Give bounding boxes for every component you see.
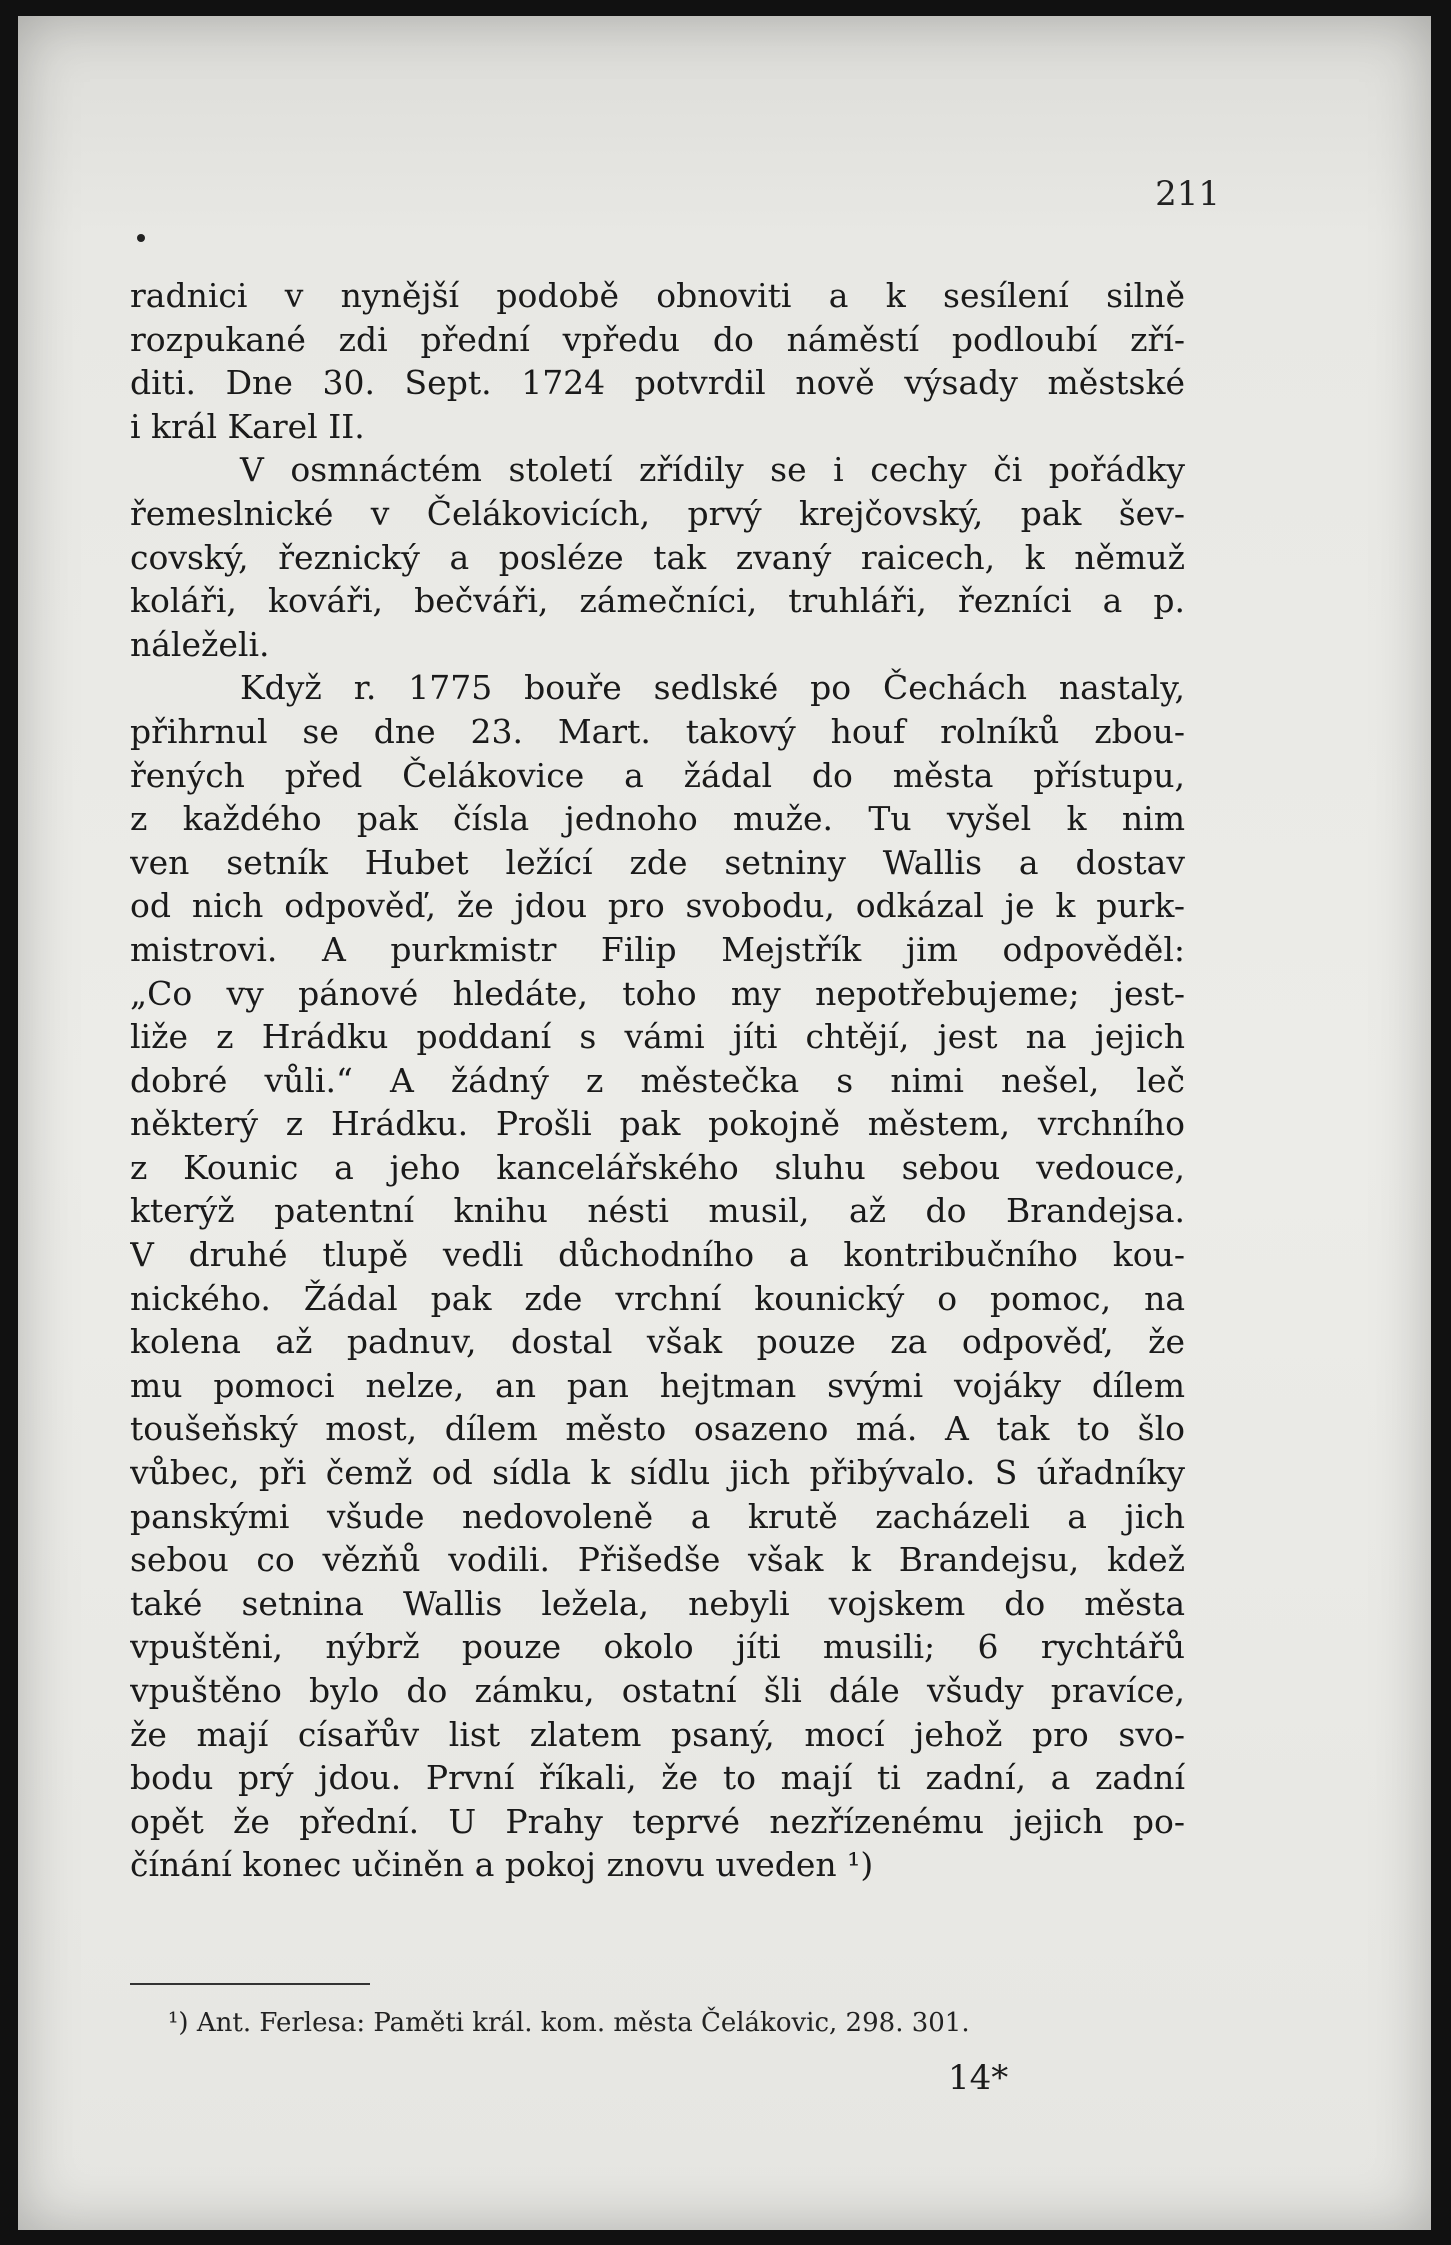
- body-text: [130, 274, 1185, 1887]
- footnote-text: Ant. Ferlesa: Paměti král. kom. města Čelákovic, 298. 301.: [196, 2008, 970, 2038]
- text-line: čínání konec učiněn a pokoj znovu uveden ¹): [130, 1845, 874, 1885]
- text-line: že mají císařův list zlatem psaný, mocí jehož pro svo-: [130, 1714, 1185, 1754]
- footnote-rule: [130, 1983, 370, 1985]
- text-line: toušeňský most, dílem město osazeno má. A tak to šlo: [130, 1409, 1185, 1449]
- footnote-marker: ¹): [168, 2008, 189, 2038]
- text-line: kterýž patentní knihu nésti musil, až do Brandejsa.: [130, 1191, 1185, 1231]
- text-line: vůbec, při čemž od sídla k sídlu jich přibývalo. S úřadníky: [130, 1453, 1185, 1493]
- text-line: nického. Žádal pak zde vrchní kounický o pomoc, na: [130, 1278, 1185, 1318]
- ink-dot: [137, 234, 145, 242]
- text-line: mu pomoci nelze, an pan hejtman svými vojáky dílem: [130, 1365, 1185, 1405]
- text-line: „Co vy pánové hledáte, toho my nepotřebujeme; jest-: [130, 973, 1185, 1013]
- text-line: z každého pak čísla jednoho muže. Tu vyšel k nim: [130, 799, 1185, 839]
- text-line: i král Karel II.: [130, 406, 365, 446]
- text-line: z Kounic a jeho kancelářského sluhu sebou vedouce,: [130, 1147, 1185, 1187]
- page-number: 211: [1155, 174, 1220, 214]
- text-line: některý z Hrádku. Prošli pak pokojně městem, vrchního: [130, 1104, 1185, 1144]
- text-line: V druhé tlupě vedli důchodního a kontribučního kou-: [130, 1235, 1185, 1275]
- text-line: diti. Dne 30. Sept. 1724 potvrdil nově výsady městské: [130, 363, 1185, 403]
- text-line: kolena až padnuv, dostal však pouze za odpověď, že: [130, 1322, 1185, 1362]
- book-page: [18, 16, 1431, 2230]
- text-line: ven setník Hubet ležící zde setniny Wallis a dostav: [130, 842, 1185, 882]
- text-line: koláři, kováři, bečváři, zámečníci, truhláři, řezníci a p.: [130, 581, 1185, 621]
- text-line: panskými všude nedovoleně a krutě zacházeli a jich: [130, 1496, 1185, 1536]
- text-line: dobré vůli.“ A žádný z městečka s nimi nešel, leč: [130, 1060, 1185, 1100]
- text-line: od nich odpověď, že jdou pro svobodu, odkázal je k purk-: [130, 886, 1185, 926]
- text-line: bodu prý jdou. První říkali, že to mají ti zadní, a zadní: [130, 1758, 1185, 1798]
- text-line: vpuštěno bylo do zámku, ostatní šli dále všudy pravíce,: [130, 1671, 1185, 1710]
- text-line: Když r. 1775 bouře sedlské po Čechách nastaly,: [240, 668, 1185, 708]
- text-line: náleželi.: [130, 624, 270, 664]
- footnote: [168, 2008, 1168, 2038]
- text-line: rozpukané zdi přední vpředu do náměstí podloubí zří-: [130, 319, 1185, 359]
- text-line: covský, řeznický a posléze tak zvaný raicech, k němuž: [130, 537, 1185, 577]
- text-line: řemeslnické v Čelákovicích, prvý krejčovský, pak šev-: [130, 493, 1185, 533]
- text-line: radnici v nynější podobě obnoviti a k sesílení silně: [130, 276, 1185, 315]
- signature-mark: 14*: [948, 2058, 1009, 2098]
- text-line: také setnina Wallis ležela, nebyli vojskem do města: [130, 1583, 1185, 1623]
- text-line: přihrnul se dne 23. Mart. takový houf rolníků zbou-: [130, 711, 1185, 751]
- text-line: vpuštěni, nýbrž pouze okolo jíti musili; 6 rychtářů: [130, 1627, 1185, 1667]
- text-line: liže z Hrádku poddaní s vámi jíti chtějí, jest na jejich: [130, 1017, 1185, 1057]
- text-line: mistrovi. A purkmistr Filip Mejstřík jim odpověděl:: [130, 929, 1185, 969]
- text-line: V osmnáctém století zřídily se i cechy či pořádky: [240, 450, 1185, 490]
- text-line: opět že přední. U Prahy teprvé nezřízenému jejich po-: [130, 1801, 1185, 1841]
- text-line: řených před Čelákovice a žádal do města přístupu,: [130, 755, 1185, 795]
- text-line: sebou co vězňů vodili. Přišedše však k Brandejsu, kdež: [130, 1540, 1185, 1580]
